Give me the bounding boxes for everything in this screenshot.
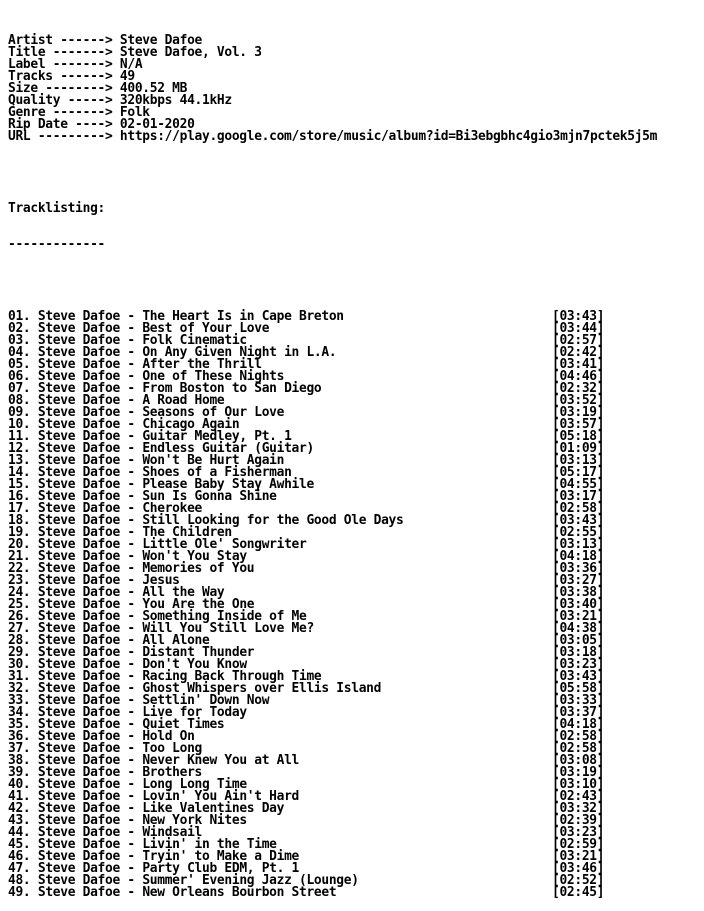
- track-number: 30.: [8, 657, 31, 672]
- meta-key: Rip Date: [8, 117, 68, 132]
- track-title: Livin' in the Time: [142, 837, 277, 852]
- track-number: 14.: [8, 465, 31, 480]
- track-info: 38. Steve Dafoe - Never Knew You at All: [8, 753, 300, 768]
- track-info: 04. Steve Dafoe - On Any Given Night in L.A.: [8, 345, 337, 360]
- track-info: 37. Steve Dafoe - Too Long: [8, 741, 203, 756]
- track-duration: [02:55]: [552, 525, 605, 540]
- track-duration: [03:19]: [552, 765, 605, 780]
- track-number: 09.: [8, 405, 31, 420]
- track-info: 44. Steve Dafoe - Windsail: [8, 825, 203, 840]
- track-number: 43.: [8, 813, 31, 828]
- track-artist: Steve Dafoe: [37, 429, 120, 444]
- track-artist: Steve Dafoe: [37, 405, 120, 420]
- track-number: 41.: [8, 789, 31, 804]
- track-artist: Steve Dafoe: [37, 885, 120, 900]
- track-title: Won't Be Hurt Again: [142, 453, 285, 468]
- track-info: 35. Steve Dafoe - Quiet Times: [8, 717, 225, 732]
- track-artist: Steve Dafoe: [37, 441, 120, 456]
- meta-key: Label: [8, 57, 46, 72]
- track-artist: Steve Dafoe: [37, 729, 120, 744]
- track-info: 30. Steve Dafoe - Don't You Know: [8, 657, 247, 672]
- track-artist: Steve Dafoe: [37, 489, 120, 504]
- track-title: Won't You Stay: [142, 549, 247, 564]
- track-artist: Steve Dafoe: [37, 333, 120, 348]
- track-artist: Steve Dafoe: [37, 837, 120, 852]
- track-title: Folk Cinematic: [142, 333, 247, 348]
- track-info: 49. Steve Dafoe - New Orleans Bourbon Street: [8, 885, 337, 900]
- track-title: One of These Nights: [142, 369, 285, 384]
- track-duration: [02:58]: [552, 741, 605, 756]
- track-title: Live for Today: [142, 705, 247, 720]
- track-info: 16. Steve Dafoe - Sun Is Gonna Shine: [8, 489, 277, 504]
- track-info: 42. Steve Dafoe - Like Valentines Day: [8, 801, 285, 816]
- track-title: Sun Is Gonna Shine: [142, 489, 277, 504]
- track-artist: Steve Dafoe: [37, 717, 120, 732]
- track-duration: [03:32]: [552, 801, 605, 816]
- track-duration: [03:27]: [552, 573, 605, 588]
- track-artist: Steve Dafoe: [37, 801, 120, 816]
- track-info: 12. Steve Dafoe - Endless Guitar (Guitar): [8, 441, 314, 456]
- track-duration: [03:52]: [552, 393, 605, 408]
- track-duration: [03:05]: [552, 633, 605, 648]
- track-number: 15.: [8, 477, 31, 492]
- meta-value: 400.52 MB: [119, 81, 188, 96]
- track-duration: [04:18]: [552, 549, 605, 564]
- track-duration: [02:32]: [552, 381, 605, 396]
- track-duration: [03:36]: [552, 561, 605, 576]
- release-info-document: [8, 11, 702, 911]
- meta-key: Tracks: [8, 69, 53, 84]
- track-duration: [03:18]: [552, 645, 605, 660]
- track-duration: [03:19]: [552, 405, 605, 420]
- track-title: Lovin' You Ain't Hard: [142, 789, 300, 804]
- track-title: Settlin' Down Now: [142, 693, 270, 708]
- track-title: Tryin' to Make a Dime: [142, 849, 300, 864]
- track-duration: [03:46]: [552, 861, 605, 876]
- blank-line: [8, 167, 702, 179]
- track-title: Memories of You: [142, 561, 255, 576]
- track-number: 34.: [8, 705, 31, 720]
- track-duration: [05:18]: [552, 429, 605, 444]
- track-artist: Steve Dafoe: [37, 465, 120, 480]
- track-number: 49.: [8, 885, 31, 900]
- track-title: Best of Your Love: [142, 321, 270, 336]
- meta-value: 320kbps 44.1kHz: [119, 93, 232, 108]
- track-artist: Steve Dafoe: [37, 501, 120, 516]
- track-info: 36. Steve Dafoe - Hold On: [8, 729, 195, 744]
- track-artist: Steve Dafoe: [37, 705, 120, 720]
- track-duration: [02:58]: [552, 729, 605, 744]
- track-artist: Steve Dafoe: [37, 513, 120, 528]
- track-title: Long Long Time: [142, 777, 247, 792]
- track-title: Summer' Evening Jazz (Lounge): [142, 873, 359, 888]
- track-duration: [02:39]: [552, 813, 605, 828]
- track-info: 29. Steve Dafoe - Distant Thunder: [8, 645, 255, 660]
- track-info: 46. Steve Dafoe - Tryin' to Make a Dime: [8, 849, 300, 864]
- track-title: Racing Back Through Time: [142, 669, 322, 684]
- track-number: 23.: [8, 573, 31, 588]
- track-title: All Alone: [142, 633, 210, 648]
- track-artist: Steve Dafoe: [37, 525, 120, 540]
- track-title: Distant Thunder: [142, 645, 255, 660]
- track-artist: Steve Dafoe: [37, 825, 120, 840]
- track-title: Little Ole' Songwriter: [142, 537, 307, 552]
- track-title: The Heart Is in Cape Breton: [142, 309, 344, 324]
- track-info: 01. Steve Dafoe - The Heart Is in Cape Breton: [8, 309, 344, 324]
- track-title: Quiet Times: [142, 717, 225, 732]
- track-title: Like Valentines Day: [142, 801, 285, 816]
- track-artist: Steve Dafoe: [37, 357, 120, 372]
- track-duration: [03:37]: [552, 705, 605, 720]
- track-info: 13. Steve Dafoe - Won't Be Hurt Again: [8, 453, 285, 468]
- track-info: 06. Steve Dafoe - One of These Nights: [8, 369, 285, 384]
- track-artist: Steve Dafoe: [37, 309, 120, 324]
- track-duration: [02:42]: [552, 345, 605, 360]
- track-duration: [03:33]: [552, 693, 605, 708]
- track-info: 26. Steve Dafoe - Something Inside of Me: [8, 609, 307, 624]
- track-duration: [05:58]: [552, 681, 605, 696]
- track-info: 39. Steve Dafoe - Brothers: [8, 765, 203, 780]
- track-duration: [02:45]: [552, 885, 605, 900]
- track-duration: [02:58]: [552, 501, 605, 516]
- track-info: 31. Steve Dafoe - Racing Back Through Time: [8, 669, 322, 684]
- meta-key: Quality: [8, 93, 61, 108]
- track-title: Don't You Know: [142, 657, 247, 672]
- track-title: New Orleans Bourbon Street: [142, 885, 337, 900]
- track-number: 03.: [8, 333, 31, 348]
- meta-value: Steve Dafoe, Vol. 3: [119, 45, 262, 60]
- track-artist: Steve Dafoe: [37, 789, 120, 804]
- meta-arrow: ----->: [60, 93, 120, 108]
- track-number: 44.: [8, 825, 31, 840]
- track-info: 08. Steve Dafoe - A Road Home: [8, 393, 225, 408]
- track-info: 19. Steve Dafoe - The Children: [8, 525, 232, 540]
- track-info: 43. Steve Dafoe - New York Nites: [8, 813, 247, 828]
- track-info: 41. Steve Dafoe - Lovin' You Ain't Hard: [8, 789, 300, 804]
- track-title: You Are the One: [142, 597, 255, 612]
- track-artist: Steve Dafoe: [37, 549, 120, 564]
- track-duration: [03:57]: [552, 417, 605, 432]
- meta-arrow: ---->: [67, 117, 120, 132]
- track-artist: Steve Dafoe: [37, 561, 120, 576]
- track-artist: Steve Dafoe: [37, 321, 120, 336]
- track-duration: [03:43]: [552, 669, 605, 684]
- track-number: 39.: [8, 765, 31, 780]
- tracklisting-heading: Tracklisting:: [8, 201, 105, 216]
- track-title: Will You Still Love Me?: [142, 621, 314, 636]
- track-duration: [02:57]: [552, 333, 605, 348]
- track-duration: [03:21]: [552, 849, 605, 864]
- track-artist: Steve Dafoe: [37, 585, 120, 600]
- track-info: 20. Steve Dafoe - Little Ole' Songwriter: [8, 537, 307, 552]
- track-duration: [04:38]: [552, 621, 605, 636]
- track-artist: Steve Dafoe: [37, 669, 120, 684]
- track-info: 45. Steve Dafoe - Livin' in the Time: [8, 837, 277, 852]
- track-title: Please Baby Stay Awhile: [142, 477, 314, 492]
- meta-value: N/A: [119, 57, 143, 72]
- meta-arrow: -------->: [37, 81, 120, 96]
- meta-arrow: ------->: [45, 105, 120, 120]
- track-number: 12.: [8, 441, 31, 456]
- tracklist: [8, 311, 702, 899]
- track-number: 04.: [8, 345, 31, 360]
- meta-key: Artist: [8, 33, 53, 48]
- track-number: 16.: [8, 489, 31, 504]
- track-artist: Steve Dafoe: [37, 621, 120, 636]
- meta-value: Folk: [119, 105, 150, 120]
- meta-arrow: ------>: [52, 33, 120, 48]
- track-artist: Steve Dafoe: [37, 369, 120, 384]
- track-number: 28.: [8, 633, 31, 648]
- track-title: All the Way: [142, 585, 225, 600]
- track-number: 38.: [8, 753, 31, 768]
- track-number: 10.: [8, 417, 31, 432]
- track-info: 48. Steve Dafoe - Summer' Evening Jazz (Lounge): [8, 873, 359, 888]
- track-title: Shoes of a Fisherman: [142, 465, 292, 480]
- track-title: Hold On: [142, 729, 195, 744]
- meta-key: Genre: [8, 105, 46, 120]
- track-info: 28. Steve Dafoe - All Alone: [8, 633, 210, 648]
- meta-arrow: ------>: [52, 69, 120, 84]
- track-number: 20.: [8, 537, 31, 552]
- track-number: 18.: [8, 513, 31, 528]
- track-title: Seasons of Our Love: [142, 405, 285, 420]
- track-number: 07.: [8, 381, 31, 396]
- meta-arrow: --------->: [30, 129, 120, 144]
- track-info: 21. Steve Dafoe - Won't You Stay: [8, 549, 247, 564]
- meta-row-url: [8, 131, 702, 143]
- track-title: New York Nites: [142, 813, 247, 828]
- track-info: 25. Steve Dafoe - You Are the One: [8, 597, 255, 612]
- track-title: Ghost Whispers over Ellis Island: [142, 681, 382, 696]
- track-number: 01.: [8, 309, 31, 324]
- track-artist: Steve Dafoe: [37, 453, 120, 468]
- track-artist: Steve Dafoe: [37, 693, 120, 708]
- track-title: Never Knew You at All: [142, 753, 300, 768]
- track-info: 18. Steve Dafoe - Still Looking for the Good Ole Days: [8, 513, 404, 528]
- track-number: 13.: [8, 453, 31, 468]
- track-duration: [03:43]: [552, 309, 605, 324]
- track-info: 33. Steve Dafoe - Settlin' Down Now: [8, 693, 270, 708]
- track-title: Brothers: [142, 765, 203, 780]
- track-number: 45.: [8, 837, 31, 852]
- track-duration: [03:17]: [552, 489, 605, 504]
- track-info: 47. Steve Dafoe - Party Club EDM, Pt. 1: [8, 861, 300, 876]
- track-artist: Steve Dafoe: [37, 777, 120, 792]
- track-title: Cherokee: [142, 501, 203, 516]
- track-duration: [03:13]: [552, 537, 605, 552]
- meta-value: 49: [119, 69, 135, 84]
- track-number: 02.: [8, 321, 31, 336]
- track-number: 33.: [8, 693, 31, 708]
- track-title: Jesus: [142, 573, 180, 588]
- tracklisting-underline: -------------: [8, 237, 105, 252]
- track-artist: Steve Dafoe: [37, 537, 120, 552]
- track-info: 27. Steve Dafoe - Will You Still Love Me?: [8, 621, 314, 636]
- track-title: On Any Given Night in L.A.: [142, 345, 337, 360]
- track-info: 34. Steve Dafoe - Live for Today: [8, 705, 247, 720]
- track-duration: [02:43]: [552, 789, 605, 804]
- track-info: 32. Steve Dafoe - Ghost Whispers over Ellis Island: [8, 681, 382, 696]
- track-title: The Children: [142, 525, 232, 540]
- track-info: 07. Steve Dafoe - From Boston to San Diego: [8, 381, 322, 396]
- track-number: 06.: [8, 369, 31, 384]
- track-number: 40.: [8, 777, 31, 792]
- track-row: [8, 887, 702, 899]
- meta-value: Steve Dafoe: [119, 33, 202, 48]
- track-artist: Steve Dafoe: [37, 597, 120, 612]
- track-number: 46.: [8, 849, 31, 864]
- track-artist: Steve Dafoe: [37, 765, 120, 780]
- metadata-block: [8, 35, 702, 143]
- track-duration: [03:38]: [552, 585, 605, 600]
- track-title: Guitar Medley, Pt. 1: [142, 429, 292, 444]
- track-artist: Steve Dafoe: [37, 417, 120, 432]
- track-artist: Steve Dafoe: [37, 381, 120, 396]
- track-duration: [05:17]: [552, 465, 605, 480]
- track-info: 22. Steve Dafoe - Memories of You: [8, 561, 255, 576]
- track-info: 15. Steve Dafoe - Please Baby Stay Awhile: [8, 477, 314, 492]
- track-duration: [03:43]: [552, 513, 605, 528]
- track-number: 17.: [8, 501, 31, 516]
- track-number: 29.: [8, 645, 31, 660]
- track-info: 14. Steve Dafoe - Shoes of a Fisherman: [8, 465, 292, 480]
- track-number: 48.: [8, 873, 31, 888]
- meta-value: 02-01-2020: [119, 117, 195, 132]
- track-number: 26.: [8, 609, 31, 624]
- track-artist: Steve Dafoe: [37, 393, 120, 408]
- track-duration: [01:09]: [552, 441, 605, 456]
- track-artist: Steve Dafoe: [37, 873, 120, 888]
- track-duration: [02:52]: [552, 873, 605, 888]
- track-artist: Steve Dafoe: [37, 681, 120, 696]
- track-artist: Steve Dafoe: [37, 753, 120, 768]
- track-artist: Steve Dafoe: [37, 657, 120, 672]
- track-number: 21.: [8, 549, 31, 564]
- track-number: 35.: [8, 717, 31, 732]
- track-number: 27.: [8, 621, 31, 636]
- blank-line: [8, 275, 702, 287]
- track-title: Party Club EDM, Pt. 1: [142, 861, 300, 876]
- track-artist: Steve Dafoe: [37, 477, 120, 492]
- track-title: Chicago Again: [142, 417, 240, 432]
- track-number: 05.: [8, 357, 31, 372]
- track-number: 11.: [8, 429, 31, 444]
- track-info: 05. Steve Dafoe - After the Thrill: [8, 357, 262, 372]
- meta-arrow: ------->: [45, 45, 120, 60]
- track-info: 02. Steve Dafoe - Best of Your Love: [8, 321, 270, 336]
- track-duration: [03:41]: [552, 357, 605, 372]
- track-info: 40. Steve Dafoe - Long Long Time: [8, 777, 247, 792]
- track-info: 10. Steve Dafoe - Chicago Again: [8, 417, 240, 432]
- track-info: 24. Steve Dafoe - All the Way: [8, 585, 225, 600]
- track-duration: [04:18]: [552, 717, 605, 732]
- meta-arrow: ------->: [45, 57, 120, 72]
- track-title: Windsail: [142, 825, 203, 840]
- track-number: 22.: [8, 561, 31, 576]
- meta-value: https://play.google.com/store/music/album?id=Bi3ebgbhc4gio3mjn7pctek5j5m: [119, 129, 658, 144]
- track-duration: [03:21]: [552, 609, 605, 624]
- track-number: 08.: [8, 393, 31, 408]
- track-number: 47.: [8, 861, 31, 876]
- track-duration: [03:13]: [552, 453, 605, 468]
- track-info: 03. Steve Dafoe - Folk Cinematic: [8, 333, 247, 348]
- track-duration: [04:55]: [552, 477, 605, 492]
- track-number: 36.: [8, 729, 31, 744]
- track-artist: Steve Dafoe: [37, 609, 120, 624]
- track-artist: Steve Dafoe: [37, 345, 120, 360]
- track-duration: [02:59]: [552, 837, 605, 852]
- track-number: 31.: [8, 669, 31, 684]
- track-title: Still Looking for the Good Ole Days: [142, 513, 404, 528]
- track-artist: Steve Dafoe: [37, 633, 120, 648]
- track-artist: Steve Dafoe: [37, 813, 120, 828]
- track-info: 09. Steve Dafoe - Seasons of Our Love: [8, 405, 285, 420]
- track-title: After the Thrill: [142, 357, 262, 372]
- track-title: From Boston to San Diego: [142, 381, 322, 396]
- track-number: 24.: [8, 585, 31, 600]
- track-artist: Steve Dafoe: [37, 741, 120, 756]
- track-duration: [03:10]: [552, 777, 605, 792]
- track-duration: [03:08]: [552, 753, 605, 768]
- meta-key: URL: [8, 129, 31, 144]
- track-duration: [03:44]: [552, 321, 605, 336]
- track-title: A Road Home: [142, 393, 225, 408]
- meta-key: Title: [8, 45, 46, 60]
- track-info: 17. Steve Dafoe - Cherokee: [8, 501, 203, 516]
- track-number: 19.: [8, 525, 31, 540]
- track-number: 32.: [8, 681, 31, 696]
- track-title: Too Long: [142, 741, 203, 756]
- track-artist: Steve Dafoe: [37, 861, 120, 876]
- track-info: 11. Steve Dafoe - Guitar Medley, Pt. 1: [8, 429, 292, 444]
- track-title: Something Inside of Me: [142, 609, 307, 624]
- track-info: 23. Steve Dafoe - Jesus: [8, 573, 180, 588]
- track-number: 37.: [8, 741, 31, 756]
- track-title: Endless Guitar (Guitar): [142, 441, 314, 456]
- track-artist: Steve Dafoe: [37, 645, 120, 660]
- track-number: 42.: [8, 801, 31, 816]
- track-artist: Steve Dafoe: [37, 849, 120, 864]
- track-duration: [03:23]: [552, 657, 605, 672]
- track-number: 25.: [8, 597, 31, 612]
- track-artist: Steve Dafoe: [37, 573, 120, 588]
- track-duration: [04:46]: [552, 369, 605, 384]
- track-duration: [03:40]: [552, 597, 605, 612]
- track-duration: [03:23]: [552, 825, 605, 840]
- meta-key: Size: [8, 81, 38, 96]
